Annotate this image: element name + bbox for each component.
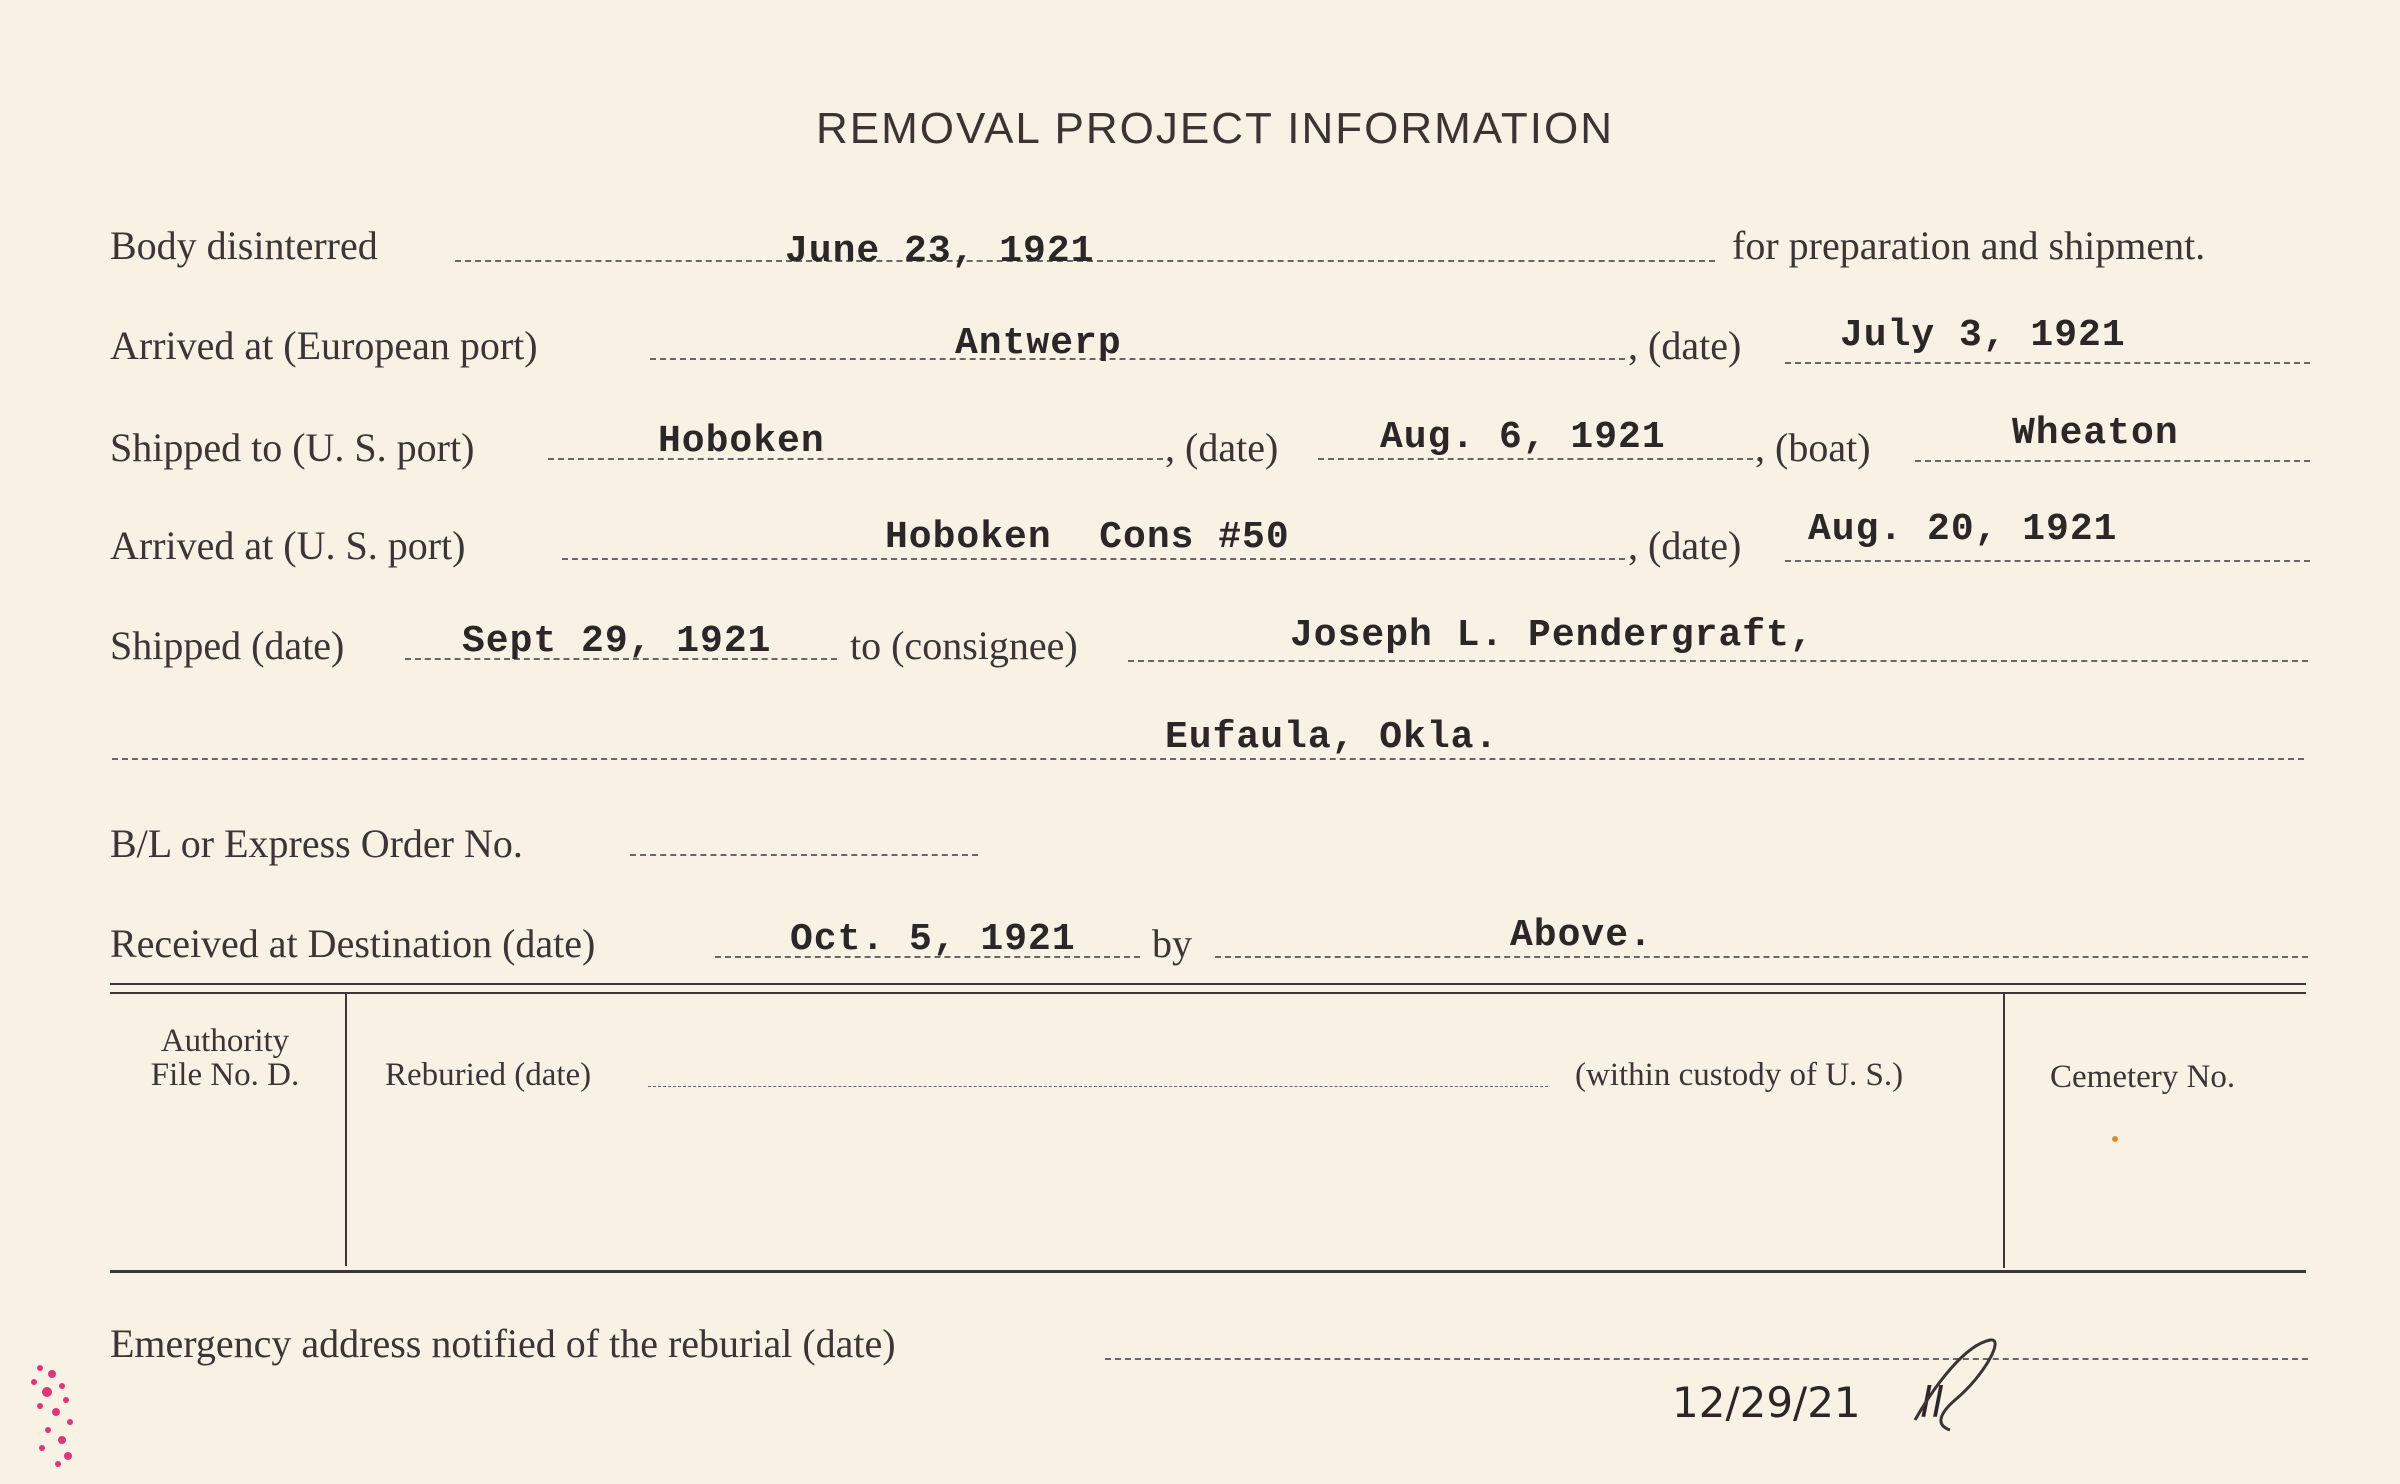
received-date-label: Received at Destination (date) bbox=[110, 921, 596, 966]
paper-speck bbox=[2112, 1136, 2118, 1142]
european-port-label: Arrived at (European port) bbox=[110, 323, 538, 368]
consignee-label: to (consignee) bbox=[850, 623, 1078, 668]
shipped-date-label: , (date) bbox=[1165, 425, 1279, 470]
european-port-line bbox=[650, 358, 1625, 360]
received-date-value: Oct. 5, 1921 bbox=[790, 918, 1076, 961]
footer-initials: ll bbox=[1920, 1378, 1944, 1427]
us-port-arrived-label: Arrived at (U. S. port) bbox=[110, 523, 466, 568]
us-arrived-date-line bbox=[1785, 560, 2310, 562]
authority-line2: File No. D. bbox=[150, 1057, 300, 1093]
table-top-rule bbox=[110, 983, 2306, 985]
us-port-shipped-value: Hoboken bbox=[658, 420, 825, 463]
consignee-line bbox=[1128, 660, 2308, 662]
emergency-label: Emergency address notified of the reburial (date) bbox=[110, 1321, 896, 1366]
express-order-line bbox=[630, 854, 978, 856]
emergency-line bbox=[1105, 1358, 2308, 1360]
us-port-shipped-label: Shipped to (U. S. port) bbox=[110, 425, 475, 470]
received-by-value: Above. bbox=[1510, 914, 1653, 957]
consignee-value: Joseph L. Pendergraft, bbox=[1290, 614, 1814, 657]
us-arrived-date-value: Aug. 20, 1921 bbox=[1808, 508, 2118, 551]
shipped-date-value: Aug. 6, 1921 bbox=[1380, 416, 1666, 459]
body-disinterred-label: Body disinterred bbox=[110, 223, 378, 268]
boat-value: Wheaton bbox=[2012, 412, 2179, 455]
card-title: REMOVAL PROJECT INFORMATION bbox=[816, 104, 1614, 153]
ink-stamp-mark bbox=[22, 1360, 82, 1470]
shipped-date2-label: Shipped (date) bbox=[110, 623, 345, 668]
handwritten-initial-mark bbox=[1895, 1325, 2005, 1435]
reburied-line bbox=[648, 1086, 1548, 1087]
received-by-line bbox=[1215, 956, 2308, 958]
boat-line bbox=[1915, 460, 2310, 462]
received-by-label: by bbox=[1152, 921, 1192, 966]
reburied-label: Reburied (date) bbox=[385, 1057, 592, 1093]
footer-date: 12/29/21 bbox=[1672, 1378, 1861, 1427]
shipped-date2-value: Sept 29, 1921 bbox=[462, 620, 772, 663]
authority-line1: Authority bbox=[160, 1023, 290, 1059]
table-bottom-rule bbox=[110, 1270, 2306, 1273]
table-divider-left bbox=[345, 994, 347, 1266]
european-date-label: , (date) bbox=[1628, 323, 1742, 368]
european-date-line bbox=[1785, 362, 2310, 364]
consignee-address-value: Eufaula, Okla. bbox=[1165, 716, 1499, 759]
us-port-shipped-line bbox=[548, 458, 1163, 460]
european-port-value: Antwerp bbox=[955, 322, 1122, 365]
authority-label bbox=[110, 1024, 340, 1092]
cemetery-label: Cemetery No. bbox=[2050, 1059, 2236, 1095]
custody-label: (within custody of U. S.) bbox=[1575, 1057, 1904, 1093]
european-date-value: July 3, 1921 bbox=[1840, 314, 2126, 357]
table-top-rule-2 bbox=[110, 992, 2306, 994]
us-arrived-date-label: , (date) bbox=[1628, 523, 1742, 568]
us-port-arrived-value: Hoboken Cons #50 bbox=[885, 516, 1290, 559]
express-order-label: B/L or Express Order No. bbox=[110, 821, 523, 866]
preparation-shipment-label: for preparation and shipment. bbox=[1732, 223, 2206, 268]
boat-label: , (boat) bbox=[1755, 425, 1871, 470]
table-divider-right bbox=[2003, 994, 2005, 1268]
body-disinterred-value: June 23, 1921 bbox=[785, 230, 1095, 273]
